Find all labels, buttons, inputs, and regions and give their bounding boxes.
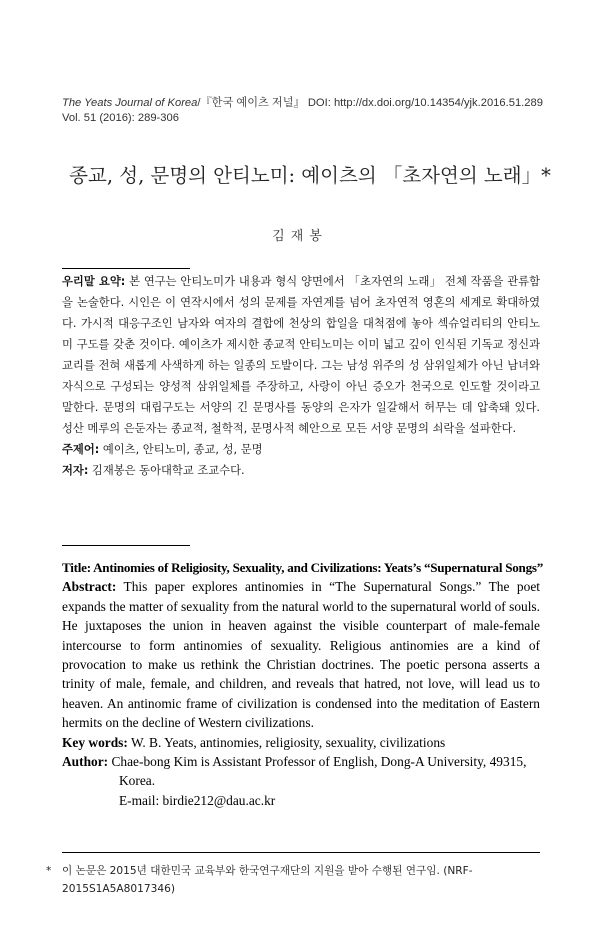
paper-title: 종교, 성, 문명의 안티노미: 예이츠의 「초자연의 노래」* <box>69 164 551 187</box>
english-abstract-label: Abstract: <box>62 579 117 595</box>
english-author-text: Chae-bong Kim is Assistant Professor of English, Dong-A University, 49315, <box>108 754 527 770</box>
paper-author: 김재봉 <box>272 229 328 244</box>
doi-link[interactable]: DOI: http://dx.doi.org/10.14354/yjk.2016.51.289 <box>304 97 543 109</box>
english-keywords-label: Key words: <box>62 734 128 750</box>
footnote-divider <box>62 852 540 853</box>
english-author-info <box>62 752 540 771</box>
english-abstract <box>62 558 544 810</box>
korean-abstract-paragraph <box>62 271 540 439</box>
volume-line: Vol. 51 (2016): 289-306 <box>62 112 179 124</box>
journal-header <box>62 96 562 126</box>
footnote-text: 이 논문은 2015년 대한민국 교육부와 한국연구재단의 지원을 받아 수행된 연구임. (NRF-2015S1A5A8017346) <box>62 865 473 895</box>
author-email[interactable]: E-mail: birdie212@dau.ac.kr <box>119 792 276 808</box>
korean-author-info <box>62 460 540 481</box>
korean-keywords <box>62 439 540 460</box>
korean-abstract-divider <box>62 268 190 269</box>
english-keywords <box>62 733 540 752</box>
journal-name-korean: /『한국 예이츠 저널』 <box>197 97 305 109</box>
english-keywords-text: W. B. Yeats, antinomies, religiosity, sexuality, civilizations <box>127 734 446 750</box>
korean-abstract-label: 우리말 요약: <box>62 275 126 288</box>
korean-author-label: 저자: <box>62 464 89 477</box>
english-title: Title: Antinomies of Religiosity, Sexuality, and Civilizations: Yeats’s “Supernatural Songs” <box>62 560 544 575</box>
journal-citation-line <box>62 96 562 111</box>
korean-keywords-label: 주제어: <box>62 443 100 456</box>
english-abstract-divider <box>62 545 190 546</box>
footnote <box>46 862 540 898</box>
journal-name: The Yeats Journal of Korea <box>62 97 198 109</box>
english-abstract-paragraph <box>62 577 540 732</box>
footnote-marker: * <box>46 865 52 877</box>
korean-keywords-text: 예이츠, 안티노미, 종교, 성, 문명 <box>99 443 263 456</box>
korean-abstract-text: 본 연구는 안티노미가 내용과 형식 양면에서 「초자연의 노래」 전체 작품을 관류함을 논술한다. 시인은 이 연작시에서 성의 문제를 자연계를 넘어 초자연적 영혼의 세계로 확대하였다. 가시적 대응구조인 남자와 여자의 결합에 천상의 합일을 대척점에 놓아 섹슈얼리티의 안티노미 구도를 갖춘 것이다. 예이츠가 제시한 종교적 안티노미는 이미 넓고 깊이 인식된 기독교 정신과 교리를 전혀 새롭게 사색하게 하는 일종의 도발이다. 그는 남성 위주의 성 삼위일체가 아닌 남녀와 자식으로 구성되는 양성적 삼위일체를 주장하고, 사랑이 아닌 증오가 천국으로 인도할 것이라고 말한다. 문명의 대립구도는 서양의 긴 문명사를 동양의 은자가 일갈해서 허무는 데 압축돼 있다. 성산 메루의 은둔자는 종교적, 철학적, 문명사적 혜안으로 모든 서양 문명의 쇠락을 설파한다. <box>62 275 540 435</box>
english-author-label: Author: <box>62 754 109 770</box>
english-abstract-text: This paper explores antinomies in “The Supernatural Songs.” The poet expands the matter of sexuality from the natural world to the supernatural world of souls. He juxtaposes the union in heaven against the visible counterpart of male-female intercourse to form antinomies of sexuality. Religious antinomies are a kind of provocation to make us rethink the Christian doctrines. The poetic persona asserts a trinity of male, female, and children, and reveals that hatred, not love, will lead us to heaven. An antinomic frame of civilization is condensed into the meditation of Eastern hermits on the decline of Western civilizations. <box>62 579 540 731</box>
english-author-country: Korea. <box>119 773 156 789</box>
korean-abstract <box>62 271 540 481</box>
korean-author-text: 김재봉은 동아대학교 조교수다. <box>88 464 245 477</box>
